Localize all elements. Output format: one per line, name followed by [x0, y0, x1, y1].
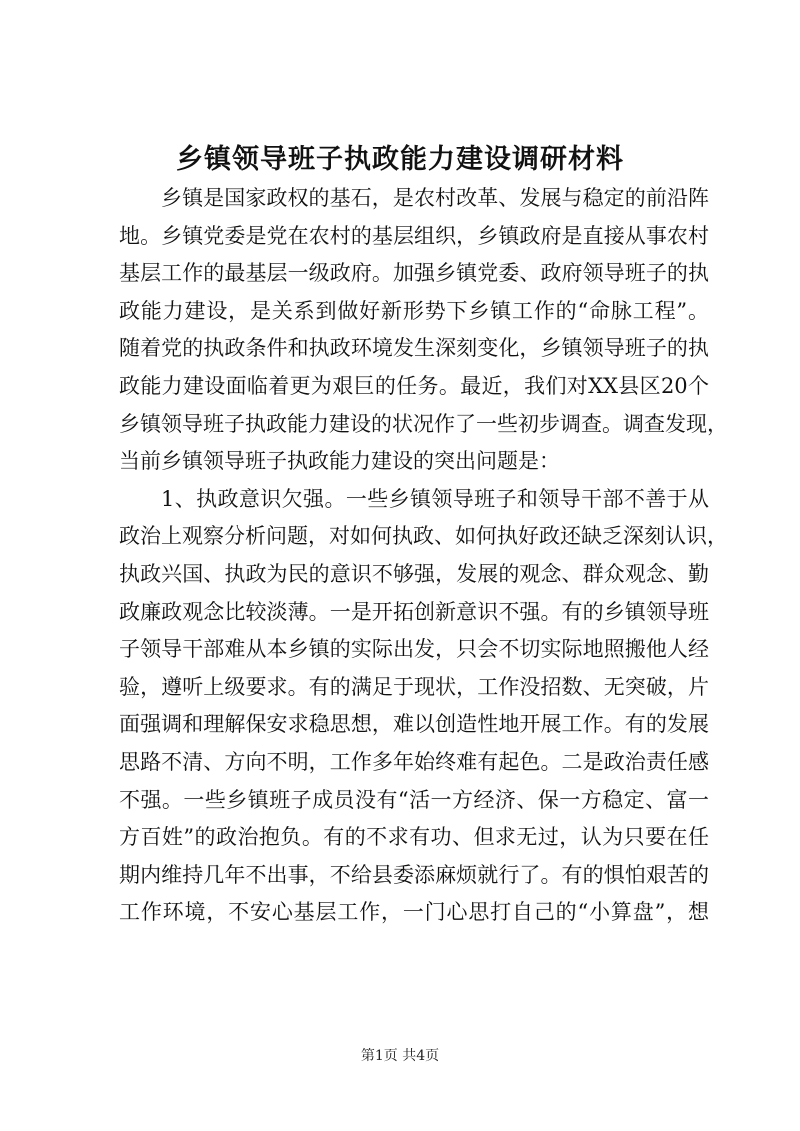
page-number: 第1页 共4页 [360, 1048, 440, 1064]
text-line: 工作环境，不安心基层工作，一门心思打自己的“小算盘”，想 [119, 900, 709, 925]
document-title: 乡镇领导班子执政能力建设调研材料 [176, 144, 624, 175]
text-line: 政能力建设面临着更为艰巨的任务。最近，我们对XX县区20个 [119, 373, 709, 398]
text-line: 面强调和理解保安求稳思想，难以创造性地开展工作。有的发展 [119, 712, 709, 737]
text-line: 政治上观察分析问题，对如何执政、如何执好政还缺乏深刻认识， [119, 524, 728, 549]
text-line: 思路不清、方向不明，工作多年始终难有起色。二是政治责任感 [119, 749, 709, 774]
text-line: 1、执政意识欠强。一些乡镇领导班子和领导干部不善于从 [161, 486, 709, 511]
document-body [119, 180, 728, 932]
text-line: 子领导干部难从本乡镇的实际出发，只会不切实际地照搬他人经 [119, 637, 709, 662]
text-line: 方百姓”的政治抱负。有的不求有功、但求无过，认为只要在任 [119, 825, 709, 850]
text-line: 当前乡镇领导班子执政能力建设的突出问题是： [119, 449, 560, 474]
text-line: 随着党的执政条件和执政环境发生深刻变化，乡镇领导班子的执 [119, 336, 709, 361]
text-line: 乡镇领导班子执政能力建设的状况作了一些初步调查。调查发现， [119, 411, 728, 436]
text-line: 政廉政观念比较淡薄。一是开拓创新意识不强。有的乡镇领导班 [119, 599, 709, 624]
text-line: 基层工作的最基层一级政府。加强乡镇党委、政府领导班子的执 [119, 261, 709, 286]
text-line: 政能力建设，是关系到做好新形势下乡镇工作的“命脉工程”。 [119, 298, 709, 323]
text-line: 乡镇是国家政权的基石，是农村改革、发展与稳定的前沿阵 [161, 186, 709, 210]
text-line: 验，遵听上级要求。有的满足于现状，工作没招数、无突破，片 [119, 674, 709, 699]
text-line: 期内维持几年不出事，不给县委添麻烦就行了。有的惧怕艰苦的 [119, 862, 709, 887]
text-line: 不强。一些乡镇班子成员没有“活一方经济、保一方稳定、富一 [119, 787, 709, 812]
text-line: 地。乡镇党委是党在农村的基层组织，乡镇政府是直接从事农村 [119, 223, 709, 248]
text-line: 执政兴国、执政为民的意识不够强，发展的观念、群众观念、勤 [119, 561, 709, 586]
